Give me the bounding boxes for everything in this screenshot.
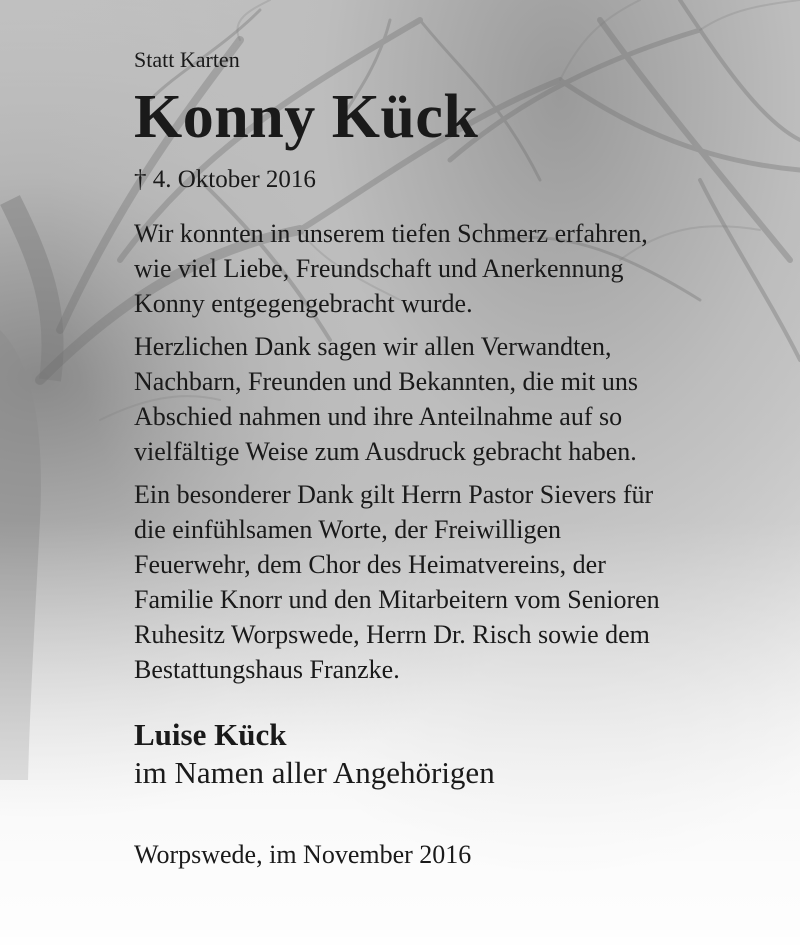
notice-kicker: Statt Karten <box>134 47 240 72</box>
death-date: † 4. Oktober 2016 <box>134 166 316 193</box>
thanks-paragraph-2: Herzlichen Dank sagen wir allen Verwandten, Nachbarn, Freunden und Bekannten, die mit uns Abschied nahmen und ihre Anteilnahme auf so vielfältige Weise zum Ausdruck gebracht haben. <box>134 332 638 466</box>
place-and-date: Worpswede, im November 2016 <box>134 840 472 869</box>
thanks-paragraph-3: Ein besonderer Dank gilt Herrn Pastor Sievers für die einfühlsamen Worte, der Freiwilligen Feuerwehr, dem Chor des Heimatvereins, der Familie Knorr und den Mitarbeitern vom Senioren Ruhesitz Worpswede, Herrn Dr. Risch sowie dem Bestattungshaus Franzke. <box>134 480 660 684</box>
signer-line: im Namen aller Angehörigen <box>134 755 495 790</box>
notice-content <box>134 46 774 871</box>
deceased-name: Konny Kück <box>134 83 479 151</box>
thanks-paragraph-1: Wir konnten in unserem tiefen Schmerz erfahren, wie viel Liebe, Freundschaft und Anerkennung Konny entgegengebracht wurde. <box>134 219 648 318</box>
signer-name: Luise Kück <box>134 717 287 752</box>
